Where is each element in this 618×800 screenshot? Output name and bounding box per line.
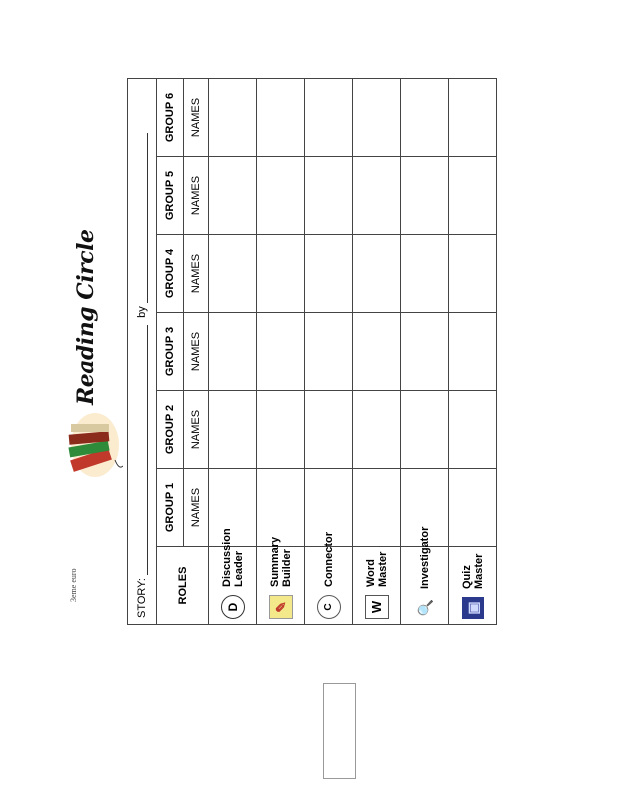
role-name: Quiz Master: [460, 553, 485, 589]
worksheet-page: [55, 70, 505, 630]
name-entry-cell[interactable]: [353, 391, 401, 469]
role-cell: [209, 528, 257, 625]
by-label: by: [136, 306, 148, 318]
header-note: 3eme euro: [69, 568, 78, 602]
name-entry-cell[interactable]: [257, 469, 305, 547]
name-entry-cell[interactable]: [257, 313, 305, 391]
name-entry-cell[interactable]: [209, 235, 257, 313]
name-entry-cell[interactable]: [353, 469, 401, 547]
role-name: Discussion Leader: [220, 528, 245, 587]
author-input-line[interactable]: [147, 133, 148, 303]
notepad-pencil-icon: ✎: [269, 595, 293, 619]
empty-box: [323, 683, 356, 779]
table-row: [257, 79, 305, 625]
story-input-line[interactable]: [147, 325, 148, 575]
speech-bubble-d-icon: D: [221, 595, 245, 619]
role-cell: [449, 547, 497, 625]
group-header: GROUP 2: [157, 391, 184, 469]
roles-header: ROLES: [157, 547, 209, 625]
names-label: NAMES: [184, 79, 209, 157]
role-cell: [305, 532, 353, 625]
story-label: STORY:: [136, 578, 148, 618]
name-entry-cell[interactable]: [209, 391, 257, 469]
name-entry-cell[interactable]: [257, 79, 305, 157]
table-row: [209, 79, 257, 625]
group-header: GROUP 3: [157, 313, 184, 391]
name-entry-cell[interactable]: [449, 157, 497, 235]
group-header: GROUP 6: [157, 79, 184, 157]
names-label: NAMES: [184, 157, 209, 235]
name-entry-cell[interactable]: [353, 157, 401, 235]
table-row: [401, 79, 449, 625]
role-cell: [353, 547, 401, 625]
name-entry-cell[interactable]: [449, 391, 497, 469]
name-entry-cell[interactable]: [449, 469, 497, 547]
name-entry-cell[interactable]: [305, 157, 353, 235]
name-entry-cell[interactable]: [401, 79, 449, 157]
name-entry-cell[interactable]: [449, 235, 497, 313]
name-entry-cell[interactable]: [209, 79, 257, 157]
table-row: [353, 79, 401, 625]
name-entry-cell[interactable]: [401, 313, 449, 391]
name-entry-cell[interactable]: [353, 235, 401, 313]
name-entry-cell[interactable]: [257, 391, 305, 469]
letter-w-icon: W: [365, 595, 389, 619]
name-entry-cell[interactable]: [305, 235, 353, 313]
table-row: [449, 79, 497, 625]
computer-screen-icon: ▣: [462, 597, 484, 619]
name-entry-cell[interactable]: [257, 235, 305, 313]
role-cell: [401, 526, 449, 625]
table-row: [305, 79, 353, 625]
name-entry-cell[interactable]: [353, 313, 401, 391]
group-header: GROUP 1: [157, 469, 184, 547]
name-entry-cell[interactable]: [257, 157, 305, 235]
name-entry-cell[interactable]: [209, 157, 257, 235]
role-name: Investigator: [418, 526, 431, 589]
reading-circle-table: [127, 78, 497, 625]
magnifying-glass-icon: 🔍: [416, 599, 433, 617]
role-name: Word Master: [364, 551, 389, 587]
role-name: Connector: [322, 532, 335, 587]
name-entry-cell[interactable]: [449, 313, 497, 391]
books-icon: [57, 410, 123, 480]
names-label: NAMES: [184, 313, 209, 391]
name-entry-cell[interactable]: [401, 235, 449, 313]
name-entry-cell[interactable]: [209, 313, 257, 391]
story-row: [128, 79, 157, 625]
name-entry-cell[interactable]: [353, 79, 401, 157]
name-entry-cell[interactable]: [401, 157, 449, 235]
name-entry-cell[interactable]: [401, 391, 449, 469]
name-entry-cell[interactable]: [305, 391, 353, 469]
name-entry-cell[interactable]: [305, 79, 353, 157]
names-label: NAMES: [184, 469, 209, 547]
role-name: Summary Builder: [268, 536, 293, 587]
names-label: NAMES: [184, 391, 209, 469]
role-cell: [257, 536, 305, 625]
name-entry-cell[interactable]: [449, 79, 497, 157]
connector-rings-icon: C: [317, 595, 341, 619]
group-header: GROUP 4: [157, 235, 184, 313]
page-title: Reading Circle: [73, 229, 99, 405]
group-header: GROUP 5: [157, 157, 184, 235]
names-label: NAMES: [184, 235, 209, 313]
name-entry-cell[interactable]: [305, 313, 353, 391]
